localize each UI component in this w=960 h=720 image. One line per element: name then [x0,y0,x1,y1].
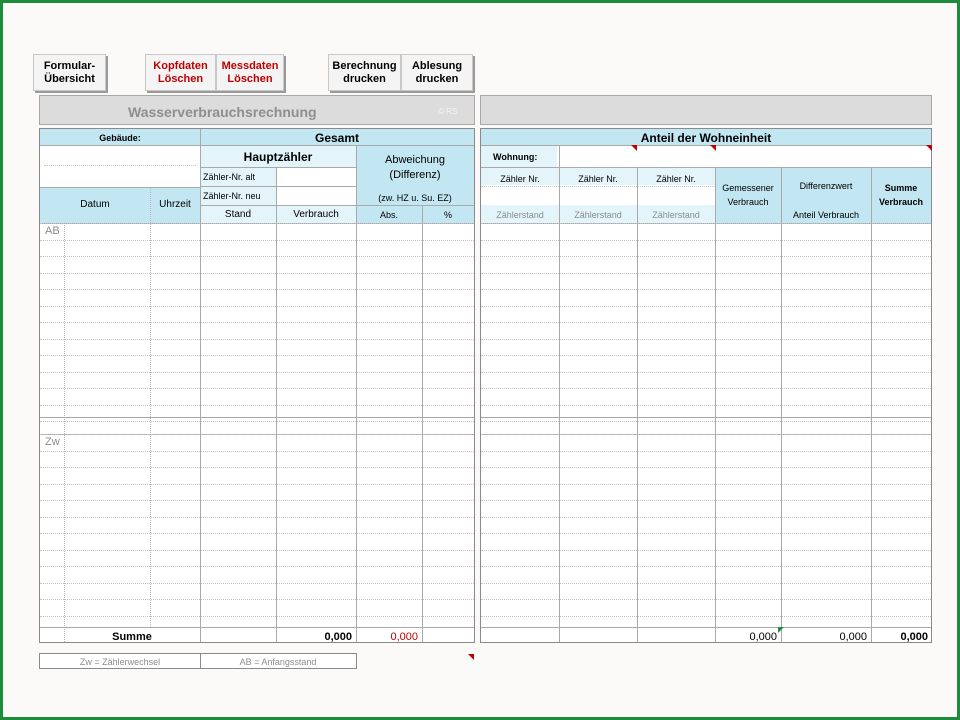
zaehlerstand-input-cell[interactable] [481,405,715,421]
datum-input-cell[interactable] [64,355,200,371]
zaehler-nr-1: Zähler Nr. [500,174,540,184]
zaehler-nr-2: Zähler Nr. [578,174,618,184]
zaehlerstand-input-cell[interactable] [481,550,715,566]
zaehlerstand-input-cell[interactable] [481,599,715,615]
zaehlerstand-input-cell[interactable] [481,533,715,549]
kopfdaten-loeschen-button[interactable] [145,54,216,91]
gebaeude-label: Gebäude: [99,133,141,143]
abweichung-note: (zw. HZ u. Su. EZ) [378,193,452,203]
datum-input-cell[interactable] [64,517,200,533]
ablesung-label-2: drucken [415,73,459,85]
zaehlerstand-input-cell[interactable] [481,434,715,450]
zaehlerstand-input-cell[interactable] [481,484,715,500]
datum-input-cell[interactable] [64,388,200,404]
zaehlerstand-input-cell[interactable] [481,372,715,388]
summe-abs-value: 0,000 [390,631,418,643]
wohnung-input[interactable] [559,147,929,165]
legend-ab: AB = Anfangsstand [239,657,317,667]
section-ab-label: AB [45,225,60,237]
grid-line [150,187,151,223]
kopfdaten-label-1: Kopfdaten [153,60,208,72]
datum-input-cell[interactable] [64,289,200,305]
datum-input-cell[interactable] [64,339,200,355]
right-data-grid [480,128,932,643]
right-title-panel [480,95,932,125]
col-stand: Stand [224,209,252,220]
comment-marker[interactable] [631,145,637,151]
zaehlerstand-input-cell[interactable] [481,240,715,256]
zaehlerstand-input-cell[interactable] [481,566,715,582]
col-verbrauch: Verbrauch [293,209,339,220]
datum-input-cell[interactable] [64,405,200,421]
summe-header: Summe [884,183,918,193]
page-title: Wasserverbrauchsrechnung [128,104,317,120]
summe-verbrauch-value: 0,000 [324,631,352,643]
zaehlerstand-input-cell[interactable] [481,322,715,338]
sum-summe-value: 0,000 [900,631,928,643]
datum-input-cell[interactable] [64,273,200,289]
abweichung-header: Abweichung [385,154,445,166]
summe-label: Summe [112,631,152,643]
grid-line [40,616,474,617]
grid-line [481,186,715,187]
zaehler-alt-label: Zähler-Nr. alt [203,172,256,182]
anteil-header: Anteil der Wohneinheit [640,131,772,145]
differenz-header: (Differenz) [389,169,441,181]
verbrauch-header: Verbrauch [727,197,769,207]
datum-input-cell[interactable] [64,566,200,582]
datum-input-cell[interactable] [64,484,200,500]
grid-line [200,205,474,206]
datum-input-cell[interactable] [64,500,200,516]
datum-input-cell[interactable] [64,306,200,322]
zaehler-neu-input[interactable] [278,187,354,205]
messdaten-label-1: Messdaten [221,60,279,72]
zaehlerstand-input-cell[interactable] [481,500,715,516]
differenzwert-header: Differenzwert [799,181,853,191]
datum-input-cell[interactable] [64,583,200,599]
datum-input-cell[interactable] [64,467,200,483]
zaehlerstand-1: Zählerstand [496,210,544,220]
ablesung-label-1: Ablesung [411,60,463,72]
zaehlerstand-input-cell[interactable] [481,256,715,272]
sum-differenz-value: 0,000 [839,631,867,643]
messdaten-label-2: Löschen [227,73,273,85]
zaehlerstand-input-cell[interactable] [481,388,715,404]
zaehlerstand-input-cell[interactable] [481,339,715,355]
zaehlerstand-input-cell[interactable] [481,306,715,322]
grid-line [356,145,357,643]
zaehlerstand-input-cell[interactable] [481,289,715,305]
zaehler-neu-label: Zähler-Nr. neu [203,191,261,201]
zaehlerstand-input-cell[interactable] [481,517,715,533]
grid-line [200,167,356,168]
datum-input-cell[interactable] [64,451,200,467]
grid-line [40,145,474,146]
anteil-verbrauch-header: Anteil Verbrauch [792,210,860,220]
wohnung-label: Wohnung: [493,152,538,162]
grid-line [481,627,931,628]
zaehlerstand-input-cell[interactable] [481,451,715,467]
messdaten-loeschen-button[interactable] [216,54,284,91]
comment-marker[interactable] [926,145,932,151]
grid-line [40,627,474,628]
grid-line [422,205,423,643]
berechnung-label-2: drucken [343,73,386,85]
datum-input-cell[interactable] [64,223,200,239]
berechnung-drucken-button[interactable] [328,54,401,91]
zaehler-nr-3: Zähler Nr. [656,174,696,184]
legend-zw: Zw = Zählerwechsel [79,657,161,667]
col-uhrzeit: Uhrzeit [159,199,191,210]
comment-marker[interactable] [468,654,474,660]
zaehlerstand-input-cell[interactable] [481,583,715,599]
copyright-mark: © RS [438,107,458,116]
summe-verbrauch-header: Verbrauch [878,197,924,207]
berechnung-label-1: Berechnung [332,60,397,72]
sum-gemessen-value: 0,000 [749,631,777,643]
zaehlerstand-input-cell[interactable] [481,223,715,239]
title-panel [39,95,475,125]
datum-input-cell[interactable] [64,322,200,338]
grid-line [200,186,356,187]
datum-input-cell[interactable] [64,599,200,615]
datum-input-cell[interactable] [64,372,200,388]
kopfdaten-label-2: Löschen [157,73,204,85]
legend-box [39,653,357,669]
datum-input-cell[interactable] [64,240,200,256]
grid-line [481,145,931,146]
formular-label-1: Formular- [43,60,96,72]
comment-marker[interactable] [778,627,784,633]
grid-line [481,167,931,168]
comment-marker[interactable] [710,145,716,151]
gebaeude-input[interactable] [44,151,196,179]
section-zw-label: Zw [45,436,60,448]
col-datum: Datum [80,199,110,210]
hauptzaehler-header: Hauptzähler [243,150,313,164]
zaehlerstand-3: Zählerstand [652,210,700,220]
datum-input-cell[interactable] [64,434,200,450]
formular-label-2: Übersicht [44,73,95,85]
zaehlerstand-2: Zählerstand [574,210,622,220]
datum-input-cell[interactable] [64,550,200,566]
grid-line [40,187,200,188]
zaehler-alt-input[interactable] [278,168,354,186]
zaehlerstand-input-cell[interactable] [481,355,715,371]
datum-input-cell[interactable] [64,533,200,549]
gemessener-header: Gemessener [722,183,774,193]
col-abs: Abs. [379,210,398,220]
datum-input-cell[interactable] [64,256,200,272]
formular-uebersicht-button[interactable] [33,54,106,91]
gesamt-header: Gesamt [314,131,360,145]
col-percent: % [443,210,452,220]
grid-line [481,616,931,617]
zaehlerstand-input-cell[interactable] [481,467,715,483]
ablesung-drucken-button[interactable] [401,54,473,91]
zaehlerstand-input-cell[interactable] [481,273,715,289]
left-data-grid [39,128,475,643]
